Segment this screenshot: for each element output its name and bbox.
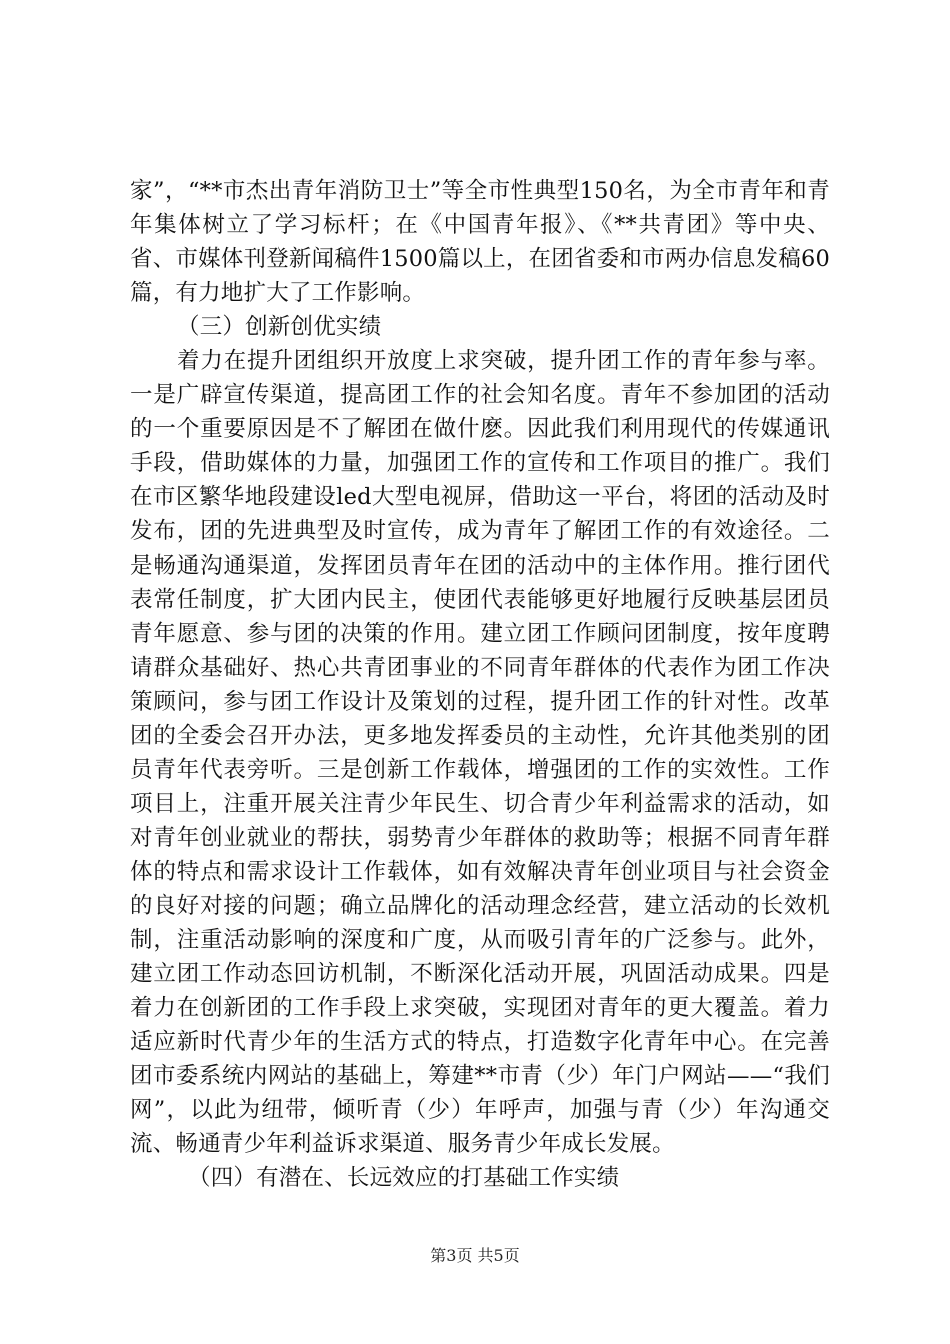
paragraph-continuation: 家”，“**市杰出青年消防卫士”等全市性典型150名，为全市青年和青年集体树立了学习标杆；在《中国青年报》、《**共青团》等中央、省、市媒体刊登新闻稿件1500篇以上，在团省委和市两办信息发稿60篇，有力地扩大了工作影响。 [130,178,830,307]
page-number-footer: 第3页 共5页 [430,1246,520,1265]
document-body [130,174,830,1195]
section-heading-4: （四）有潜在、长远效应的打基础工作实绩 [188,1165,620,1192]
paragraph-innovation: 着力在提升团组织开放度上求突破，提升团工作的青年参与率。一是广辟宣传渠道，提高团工作的社会知名度。青年不参加团的活动的一个重要原因是不了解团在做什麽。因此我们利用现代的传媒通讯手段，借助媒体的力量，加强团工作的宣传和工作项目的推广。我们在市区繁华地段建设led大型电视屏，借助这一平台，将团的活动及时发布，团的先进典型及时宣传，成为青年了解团工作的有效途径。二是畅通沟通渠道，发挥团员青年在团的活动中的主体作用。推行团代表常任制度，扩大团内民主，使团代表能够更好地履行反映基层团员青年愿意、参与团的决策的作用。建立团工作顾问团制度，按年度聘请群众基础好、热心共青团事业的不同青年群体的代表作为团工作决策顾问，参与团工作设计及策划的过程，提升团工作的针对性。改革团的全委会召开办法，更多地发挥委员的主动性，允许其他类别的团员青年代表旁听。三是创新工作载体，增强团的工作的实效性。工作项目上，注重开展关注青少年民生、切合青少年利益需求的活动，如对青年创业就业的帮扶，弱势青少年群体的救助等；根据不同青年群体的特点和需求设计工作载体，如有效解决青年创业项目与社会资金的良好对接的问题；确立品牌化的活动理念经营，建立活动的长效机制，注重活动影响的深度和广度，从而吸引青年的广泛参与。此外，建立团工作动态回访机制，不断深化活动开展，巩固活动成果。四是着力在创新团的工作手段上求突破，实现团对青年的更大覆盖。着力适应新时代青少年的生活方式的特点，打造数字化青年中心。在完善团市委系统内网站的基础上，筹建**市青（少）年门户网站——“我们网”，以此为纽带，倾听青（少）年呼声，加强与青（少）年沟通交流、畅通青少年利益诉求渠道、服务青少年成长发展。 [130,348,830,1158]
section-heading-3: （三）创新创优实绩 [177,314,382,341]
